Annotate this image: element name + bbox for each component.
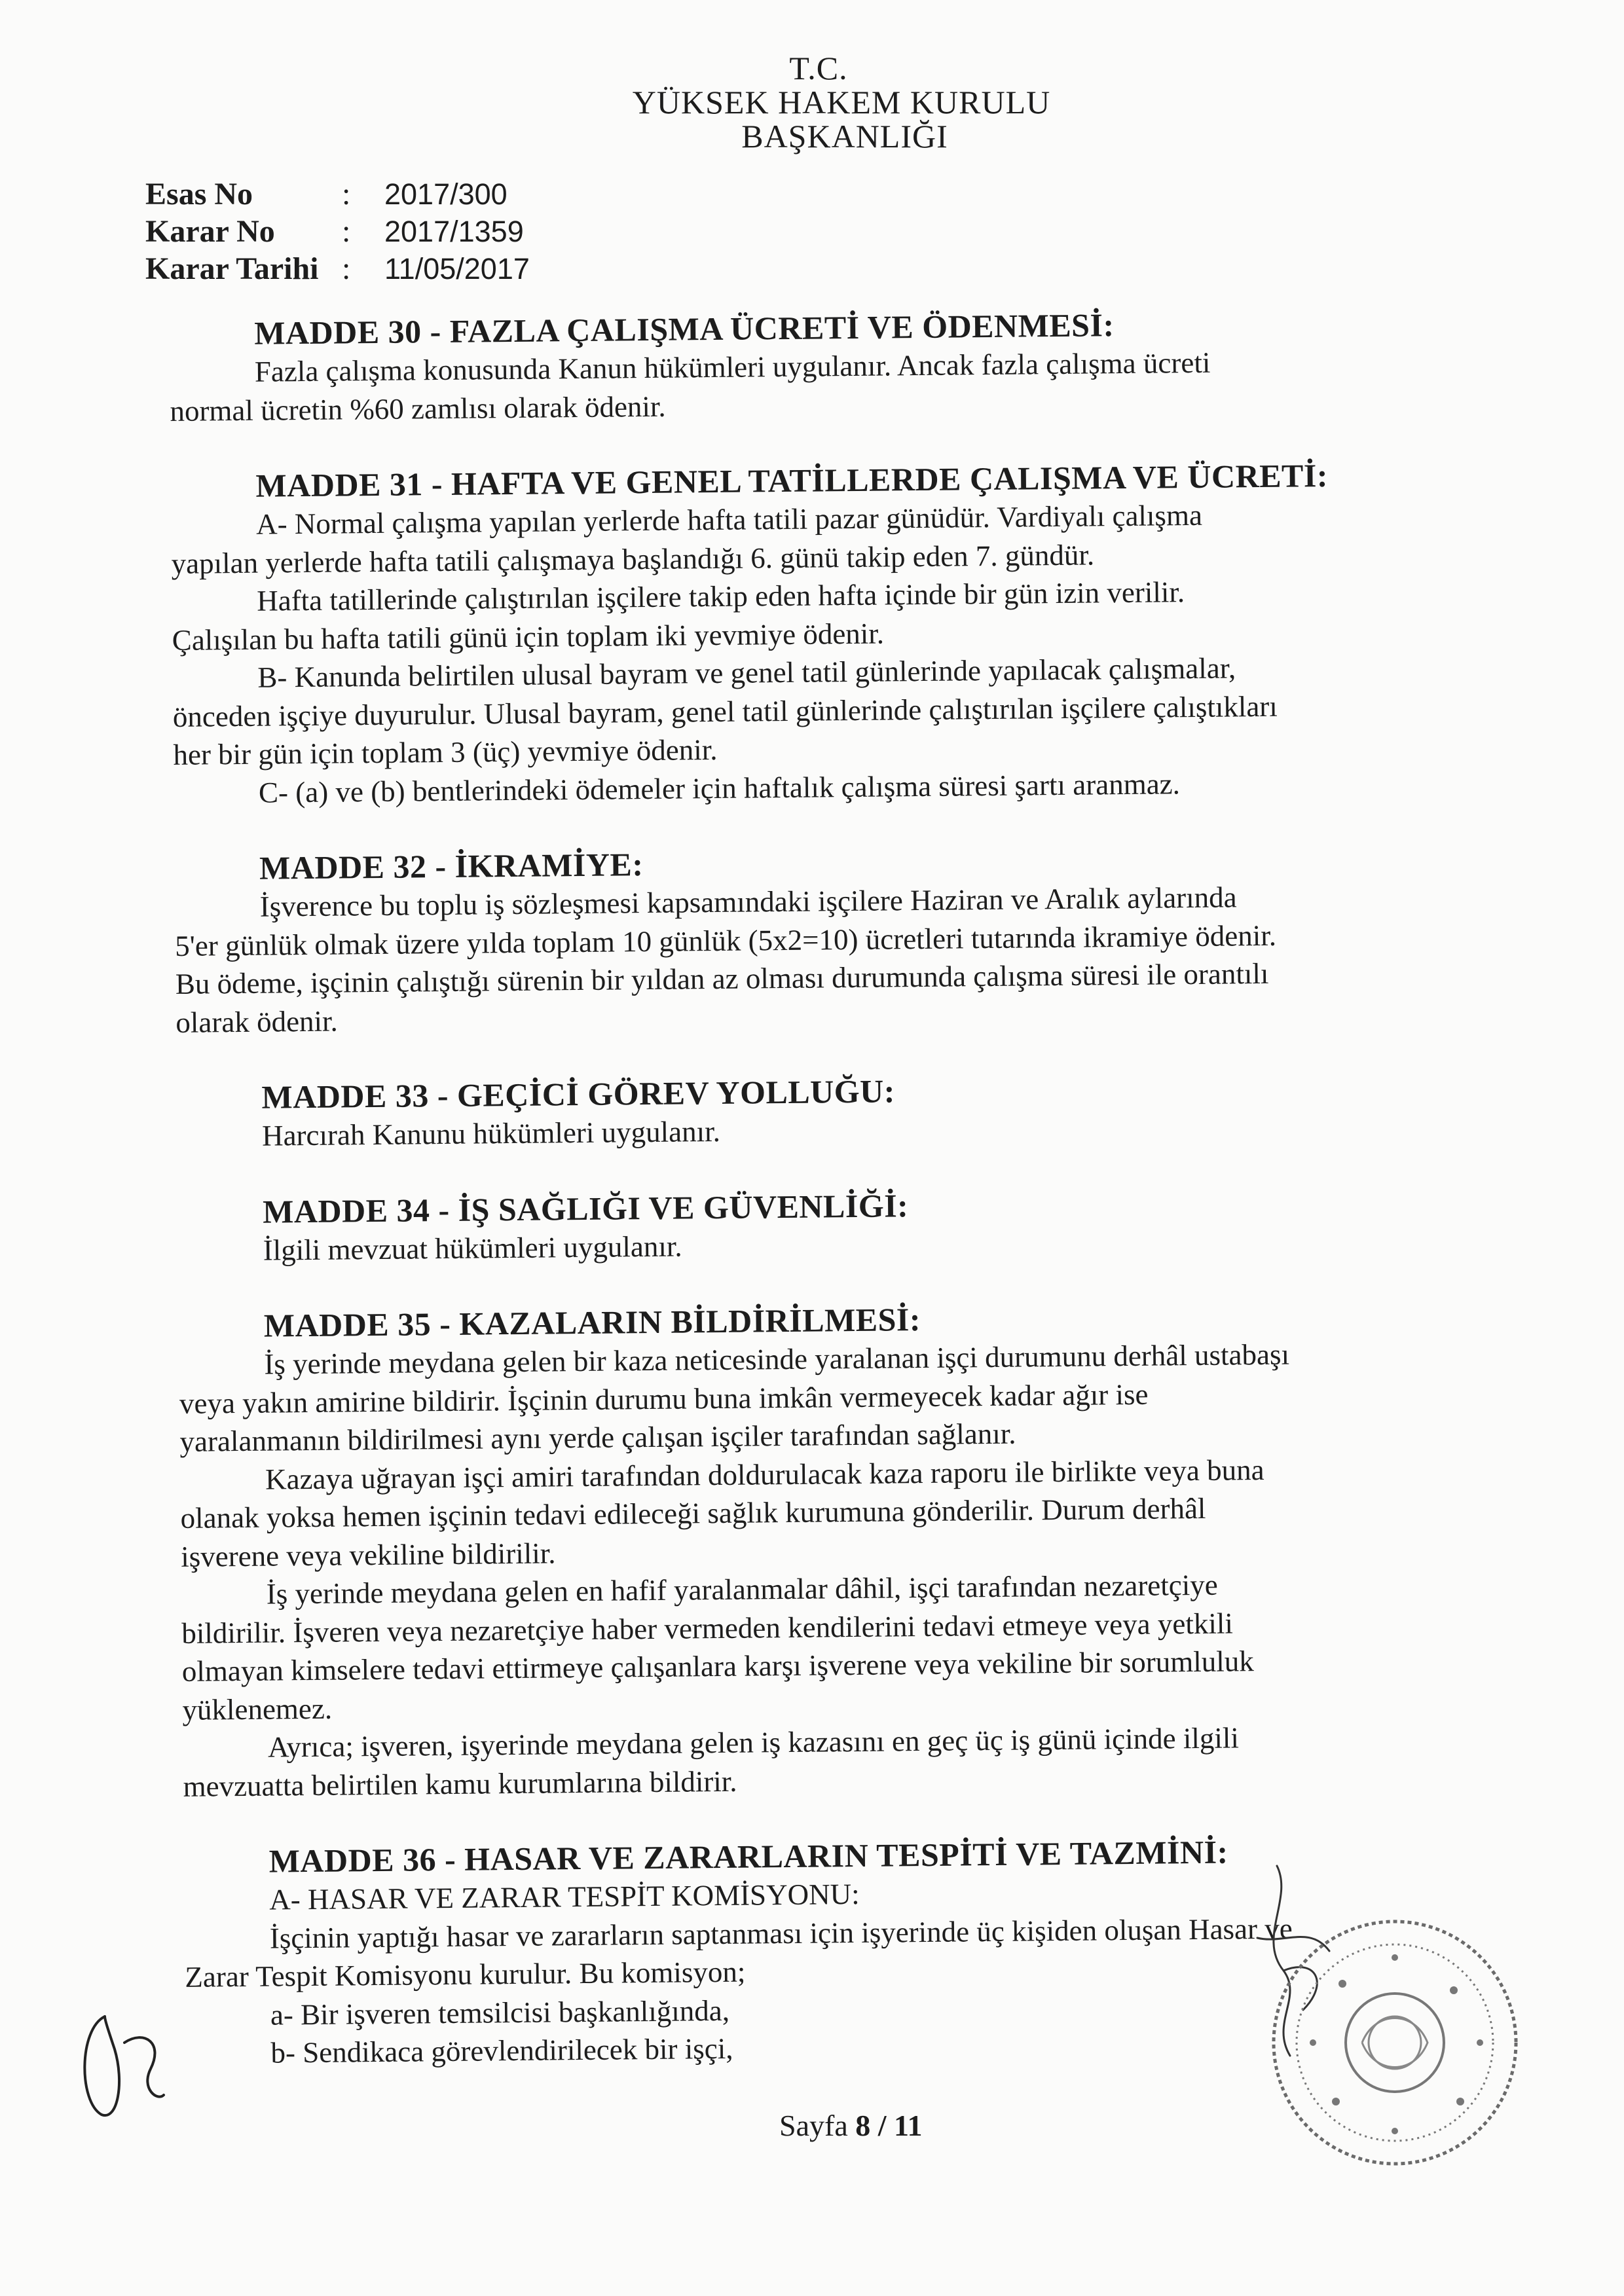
case-info-value: 2017/1359 — [384, 215, 524, 248]
article-section — [177, 1180, 1422, 1270]
article-section — [169, 302, 1414, 430]
article-text-line: b- Sendikaca görevlendirilecek bir işçi, — [270, 2032, 733, 2069]
article-heading: MADDE 31 - HAFTA VE GENEL TATİLLERDE ÇALIŞMA VE ÜCRETİ: — [255, 457, 1329, 504]
article-text-line: Ayrıca; işveren, işyerinde meydana gelen iş kazasını en geç üç iş günü içinde ilgili — [267, 1721, 1240, 1764]
article-section — [179, 1295, 1428, 1806]
article-text-line: İlgili mevzuat hükümleri uygulanır. — [263, 1230, 682, 1267]
article-text-line: normal ücretin %60 zamlısı olarak ödenir. — [170, 390, 666, 428]
document-body — [169, 302, 1430, 2110]
page-number — [779, 2108, 923, 2143]
article-heading: MADDE 36 - HASAR VE ZARARLARIN TESPİTİ VE TAZMİNİ: — [268, 1833, 1228, 1880]
article-text-line: veya yakın amirine bildirir. İşçinin durumu buna imkân vermeyecek kadar ağır ise — [179, 1377, 1149, 1420]
handwritten-initial-icon — [65, 2003, 177, 2128]
document-header — [0, 51, 1624, 153]
article-text-line: C- (a) ve (b) bentlerindeki ödemeler için haftalık çalışma süresi şartı aranmaz. — [258, 767, 1181, 809]
article-text-line: yapılan yerlerde hafta tatili çalışmaya başlandığı 6. günü takip eden 7. gündür. — [171, 538, 1095, 580]
article-text-line: A- HASAR VE ZARAR TESPİT KOMİSYONU: — [269, 1877, 860, 1916]
article-heading: MADDE 30 - FAZLA ÇALIŞMA ÜCRETİ VE ÖDENMESİ: — [254, 306, 1115, 352]
case-info-label: Esas No — [145, 177, 253, 211]
article-text-line: yaralanmanın bildirilmesi aynı yerde çalışan işçiler tarafından sağlanır. — [179, 1417, 1016, 1458]
article-text-line: olanak yoksa hemen işçinin tedavi edileceği sağlık kurumuna gönderilir. Durum derhâl — [180, 1491, 1206, 1535]
header-presidency: BAŞKANLIĞI — [741, 118, 948, 155]
article-text-line: Bu ödeme, işçinin çalıştığı sürenin bir yıldan az olması durumunda çalışma süresi ile orantılı — [175, 957, 1269, 1000]
article-text-line: İşverence bu toplu iş sözleşmesi kapsamındaki işçilere Haziran ve Aralık aylarında — [259, 881, 1237, 923]
case-info — [145, 175, 530, 287]
article-heading: MADDE 33 - GEÇİCİ GÖREV YOLLUĞU: — [261, 1072, 896, 1116]
case-info-row — [145, 175, 530, 213]
article-text-line: 5'er günlük olmak üzere yılda toplam 10 günlük (5x2=10) ücretleri tutarında ikramiye ödenir. — [175, 919, 1277, 962]
case-info-value: 2017/300 — [384, 177, 507, 211]
article-text-line: Zarar Tespit Komisyonu kurulur. Bu komisyon; — [185, 1955, 746, 1994]
article-text-line: bildirilir. İşveren veya nezaretçiye haber vermeden kendilerini tedavi etmeye veya yetkili — [181, 1606, 1234, 1650]
article-text-line: İş yerinde meydana gelen bir kaza neticesinde yaralanan işçi durumunu derhâl ustabaşı — [264, 1338, 1290, 1381]
page-number-value: 8 / 11 — [855, 2109, 923, 2142]
article-text-line: Çalışılan bu hafta tatili günü için toplam iki yevmiye ödenir. — [172, 617, 885, 657]
article-section — [174, 837, 1420, 1042]
article-section — [170, 455, 1418, 812]
article-heading: MADDE 34 - İŞ SAĞLIĞI VE GÜVENLİĞİ: — [262, 1186, 909, 1230]
article-section — [176, 1066, 1421, 1156]
case-info-row — [145, 250, 530, 287]
article-text-line: İş yerinde meydana gelen en hafif yaralanmalar dâhil, işçi tarafından nezaretçiye — [266, 1568, 1218, 1611]
article-text-line: Harcırah Kanunu hükümleri uygulanır. — [261, 1114, 721, 1152]
article-text-line: işverene veya vekiline bildirilir. — [180, 1536, 556, 1573]
article-text-line: her bir gün için toplam 3 (üç) yevmiye ödenir. — [173, 733, 718, 771]
article-text-line: mevzuatta belirtilen kamu kurumlarına bildirir. — [183, 1764, 737, 1803]
article-text-line: a- Bir işveren temsilcisi başkanlığında, — [270, 1994, 730, 2032]
article-text-line: Fazla çalışma konusunda Kanun hükümleri uygulanır. Ancak fazla çalışma ücreti — [254, 346, 1211, 388]
article-text-line: A- Normal çalışma yapılan yerlerde hafta tatili pazar günüdür. Vardiyalı çalışma — [255, 498, 1203, 541]
case-info-value: 11/05/2017 — [384, 252, 530, 285]
article-text-line: İşçinin yaptığı hasar ve zararların saptanması için işyerinde üç kişiden oluşan Hasar ve — [269, 1912, 1293, 1955]
case-info-separator: : — [342, 251, 351, 286]
article-text-line: önceden işçiye duyurulur. Ulusal bayram, genel tatil günlerinde çalıştırılan işçilere çalıştıkları — [172, 689, 1278, 733]
article-heading: MADDE 32 - İKRAMİYE: — [259, 846, 644, 886]
official-stamp-icon — [1264, 1912, 1526, 2174]
header-tc: T.C. — [789, 50, 848, 86]
case-info-separator: : — [342, 214, 351, 249]
case-info-label: Karar No — [145, 214, 275, 249]
article-text-line: B- Kanunda belirtilen ulusal bayram ve genel tatil günlerinde yapılacak çalışmalar, — [257, 651, 1236, 694]
article-text-line: yüklenemez. — [182, 1692, 333, 1726]
article-text-line: Kazaya uğrayan işçi amiri tarafından doldurulacak kaza raporu ile birlikte veya buna — [265, 1453, 1264, 1496]
case-info-label: Karar Tarihi — [145, 251, 319, 286]
header-institution: YÜKSEK HAKEM KURULU — [632, 84, 1051, 120]
article-text-line: olarak ödenir. — [175, 1004, 339, 1039]
article-text-line: Hafta tatillerinde çalıştırılan işçilere takip eden hafta içinde bir gün izin verilir. — [256, 575, 1185, 617]
page-number-prefix: Sayfa — [779, 2109, 856, 2142]
case-info-row — [145, 213, 530, 250]
article-text-line: olmayan kimselere tedavi ettirmeye çalışanlara karşı işverene veya vekiline bir sorumluluk — [181, 1645, 1254, 1688]
article-heading: MADDE 35 - KAZALARIN BİLDİRİLMESİ: — [263, 1301, 921, 1344]
case-info-separator: : — [342, 177, 351, 211]
